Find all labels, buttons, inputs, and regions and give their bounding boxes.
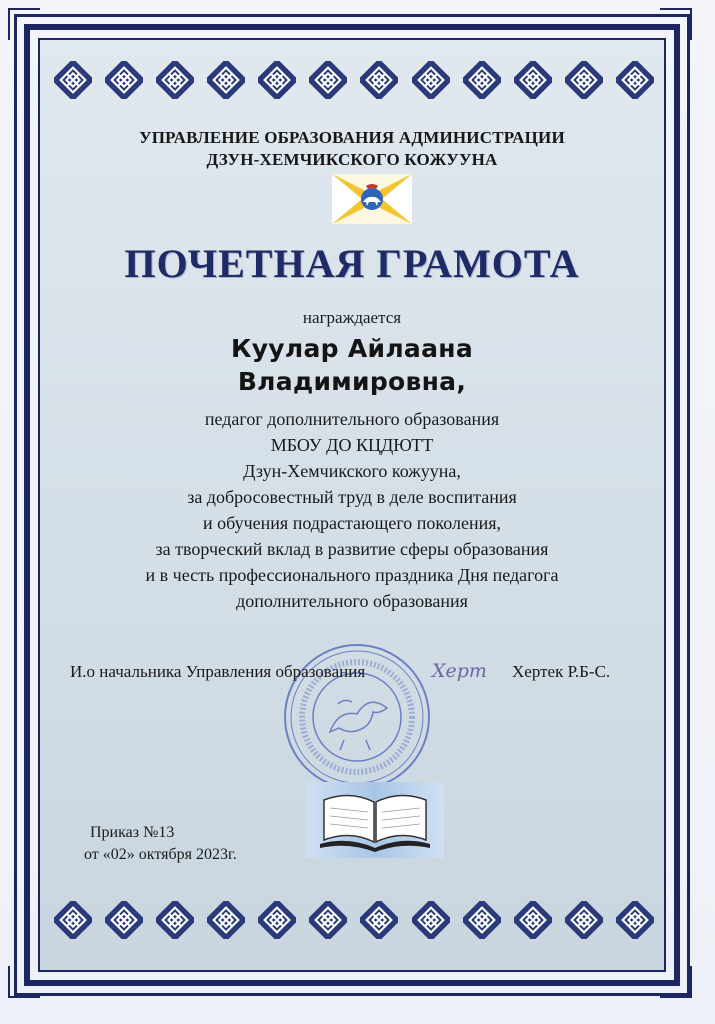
endless-knot-ornament-icon	[309, 61, 347, 99]
endless-knot-ornament-icon	[616, 61, 654, 99]
endless-knot-ornament-icon	[156, 901, 194, 939]
endless-knot-ornament-icon	[207, 61, 245, 99]
citation-line: и в честь профессионального праздника Дня педагога	[145, 565, 559, 585]
bottom-ornament-row	[54, 898, 654, 942]
order-date: от «02» октября 2023г.	[84, 846, 237, 863]
signature-row	[70, 662, 670, 692]
certificate-title: ПОЧЕТНАЯ ГРАМОТА	[124, 241, 580, 286]
endless-knot-ornament-icon	[412, 901, 450, 939]
citation-line: за творческий вклад в развитие сферы образования	[155, 539, 549, 559]
endless-knot-ornament-icon	[514, 901, 552, 939]
endless-knot-ornament-icon	[412, 61, 450, 99]
endless-knot-ornament-icon	[565, 61, 603, 99]
endless-knot-ornament-icon	[156, 61, 194, 99]
endless-knot-ornament-icon	[105, 61, 143, 99]
citation-line: дополнительного образования	[236, 591, 468, 611]
endless-knot-ornament-icon	[514, 61, 552, 99]
awarded-label: награждается	[302, 308, 402, 327]
citation-line: педагог дополнительного образования	[204, 409, 500, 429]
recipient-name-line-1: Куулар Айлаана	[230, 334, 474, 363]
corner-decoration	[660, 8, 692, 40]
citation-line: за добросовестный труд в деле воспитания	[187, 487, 517, 507]
corner-decoration	[660, 966, 692, 998]
header-line-1: УПРАВЛЕНИЕ ОБРАЗОВАНИЯ АДМИНИСТРАЦИИ	[139, 128, 565, 147]
endless-knot-ornament-icon	[565, 901, 603, 939]
recipient	[40, 308, 664, 396]
header-line-2: ДЗУН-ХЕМЧИКСКОГО КОЖУУНА	[206, 150, 498, 169]
recipient-name-line-2: Владимировна,	[237, 367, 467, 396]
endless-knot-ornament-icon	[309, 901, 347, 939]
endless-knot-ornament-icon	[258, 61, 296, 99]
order-reference	[84, 822, 237, 866]
endless-knot-ornament-icon	[105, 901, 143, 939]
handwritten-signature: Херт	[432, 660, 487, 682]
signatory-title: И.о начальника Управления образования	[70, 662, 366, 681]
endless-knot-ornament-icon	[258, 901, 296, 939]
order-number: Приказ №13	[90, 824, 175, 841]
endless-knot-ornament-icon	[360, 61, 398, 99]
endless-knot-ornament-icon	[616, 901, 654, 939]
endless-knot-ornament-icon	[463, 61, 501, 99]
endless-knot-ornament-icon	[463, 901, 501, 939]
citation	[40, 406, 664, 614]
endless-knot-ornament-icon	[54, 61, 92, 99]
open-book-icon	[306, 782, 444, 858]
citation-line: МБОУ ДО КЦДЮТТ	[270, 435, 434, 455]
citation-line: Дзун-Хемчикского кожууна,	[243, 461, 461, 481]
citation-line: и обучения подрастающего поколения,	[203, 513, 501, 533]
signatory-name: Хертек Р.Б-С.	[512, 662, 611, 681]
book-image	[306, 782, 444, 858]
coat-of-arms-icon	[332, 174, 412, 224]
corner-decoration	[8, 8, 40, 40]
endless-knot-ornament-icon	[54, 901, 92, 939]
header	[40, 128, 664, 170]
top-ornament-row	[54, 58, 654, 102]
corner-decoration	[8, 966, 40, 998]
endless-knot-ornament-icon	[207, 901, 245, 939]
endless-knot-ornament-icon	[360, 901, 398, 939]
